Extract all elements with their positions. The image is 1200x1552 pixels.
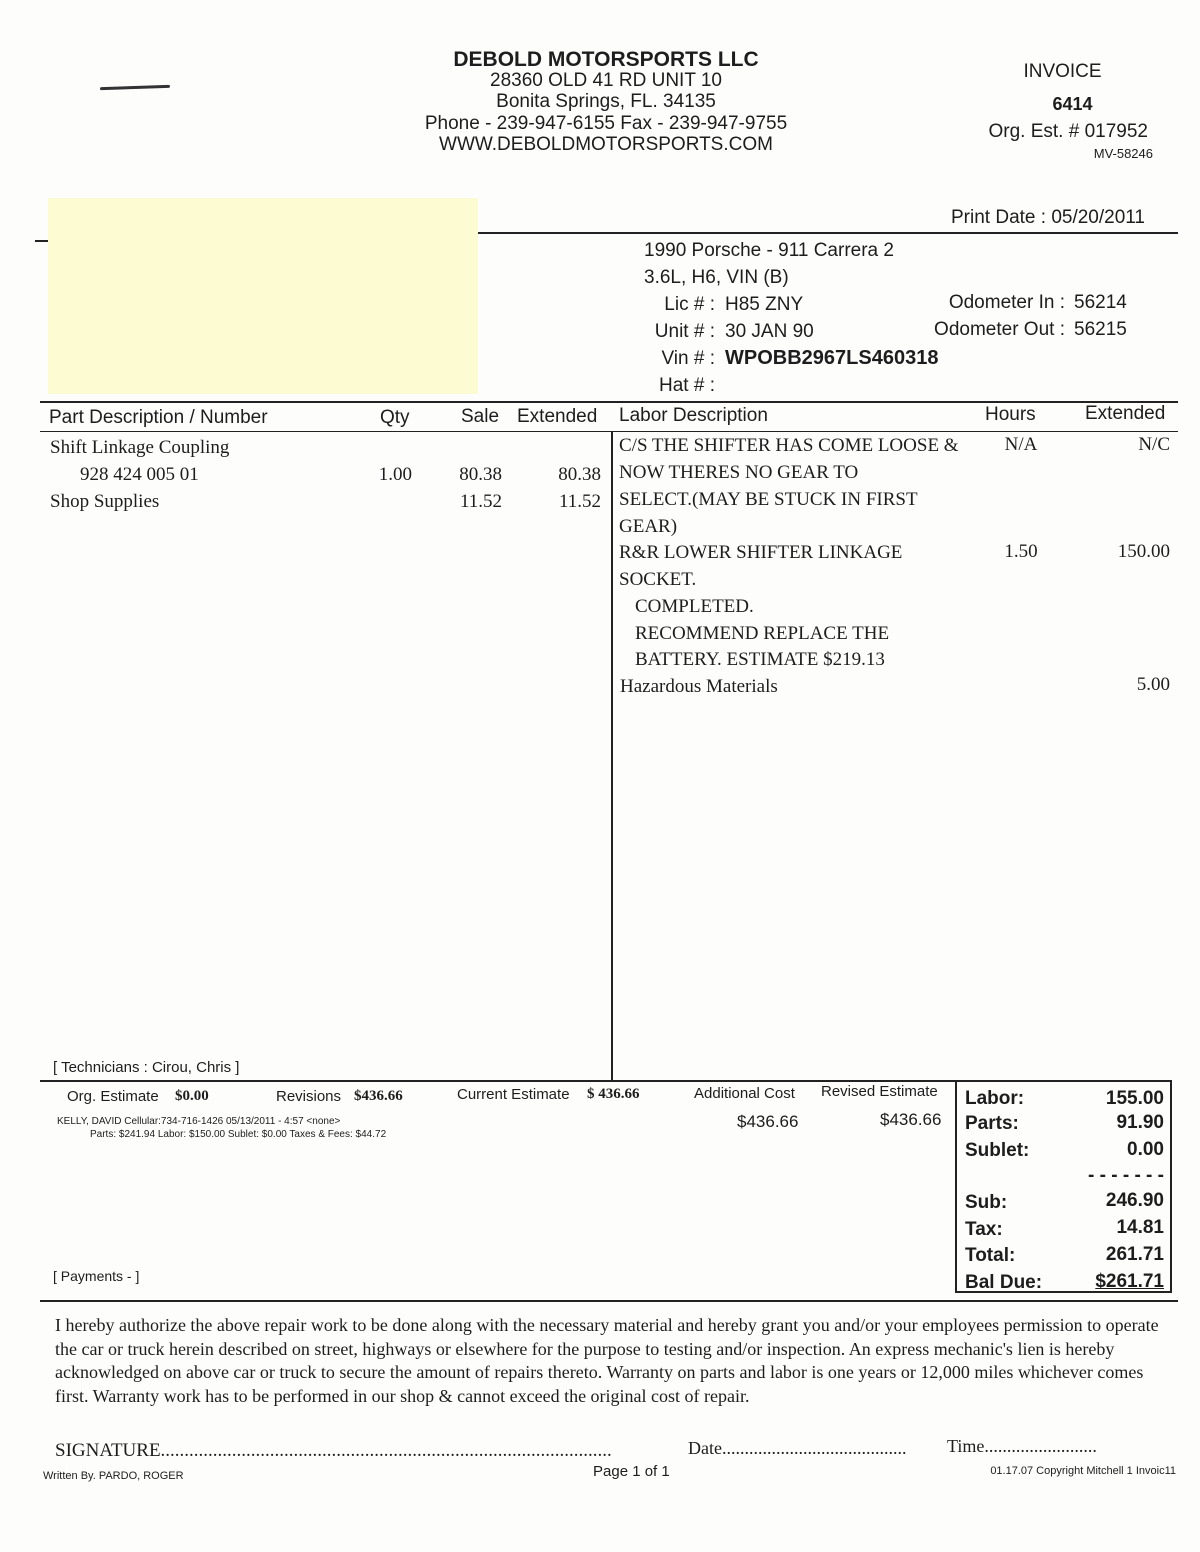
technicians: [ Technicians : Cirou, Chris ] <box>53 1059 240 1076</box>
labor-total-label: Labor: <box>965 1088 1025 1109</box>
redacted-customer-info <box>48 198 478 394</box>
invoice-number: 6414 <box>1052 94 1093 114</box>
part-ext-2: 11.52 <box>558 491 601 512</box>
current-estimate-label: Current Estimate <box>457 1086 570 1103</box>
additional-cost-label: Additional Cost <box>694 1085 795 1102</box>
parts-total-label: Parts: <box>965 1113 1019 1134</box>
part-desc-2: Shop Supplies <box>50 491 160 512</box>
parts-header-desc: Part Description / Number <box>49 407 268 428</box>
sublet-total-label: Sublet: <box>965 1140 1030 1161</box>
grand-total-value: 261.71 <box>1105 1244 1164 1265</box>
sub-total-value: 246.90 <box>1105 1190 1164 1211</box>
grand-total-label: Total: <box>965 1245 1016 1266</box>
written-by: Written By. PARDO, ROGER <box>43 1470 184 1482</box>
labor-ext-4: 150.00 <box>1117 541 1170 562</box>
balance-due-value: $261.71 <box>1095 1271 1164 1292</box>
labor-desc-0: C/S THE SHIFTER HAS COME LOOSE & <box>619 435 959 456</box>
part-ext-1: 80.38 <box>558 464 601 485</box>
company-address-1: 28360 OLD 41 RD UNIT 10 <box>490 70 722 91</box>
payments: [ Payments - ] <box>53 1268 140 1284</box>
date-line: Date......................................... <box>688 1438 907 1458</box>
labor-desc-4: R&R LOWER SHIFTER LINKAGE <box>619 542 903 563</box>
labor-header-desc: Labor Description <box>619 405 768 426</box>
totals-box <box>955 1080 1172 1293</box>
labor-hours-0: N/A <box>1004 434 1038 455</box>
revised-estimate-label: Revised Estimate <box>821 1083 938 1100</box>
revisions-label: Revisions <box>276 1088 342 1105</box>
tax-value: 14.81 <box>1116 1217 1164 1238</box>
invoice-label: INVOICE <box>1023 61 1102 82</box>
parts-header-qty: Qty <box>380 407 410 428</box>
part-desc-0: Shift Linkage Coupling <box>50 437 230 458</box>
company-name: DEBOLD MOTORSPORTS LLC <box>453 48 759 71</box>
sub-total-label: Sub: <box>965 1192 1008 1213</box>
labor-desc-6: COMPLETED. <box>635 596 754 617</box>
lic-label: Lic # : <box>664 294 715 315</box>
labor-ext-0: N/C <box>1138 434 1170 455</box>
copyright: 01.17.07 Copyright Mitchell 1 Invoic11 <box>990 1465 1176 1477</box>
divider-stub <box>35 240 48 242</box>
pen-mark <box>100 85 170 90</box>
mv-number: MV-58246 <box>1093 146 1153 161</box>
unit-value: 30 JAN 90 <box>725 321 814 342</box>
authorization-line-1: KELLY, DAVID Cellular:734-716-1426 05/13/2011 - 4:57 <none> <box>57 1116 341 1127</box>
part-desc-1: 928 424 005 01 <box>80 464 199 485</box>
header-divider <box>478 232 1178 234</box>
odometer-in-value: 56214 <box>1074 292 1127 313</box>
parts-total-value: 91.90 <box>1116 1112 1164 1133</box>
labor-desc-3: GEAR) <box>619 516 678 537</box>
current-estimate-value: $ 436.66 <box>587 1086 640 1102</box>
header-underline <box>40 431 1178 432</box>
labor-desc-9: Hazardous Materials <box>620 676 778 697</box>
odometer-out-label: Odometer Out : <box>934 319 1065 340</box>
org-est-number: Org. Est. # 017952 <box>988 121 1148 142</box>
org-estimate-label: Org. Estimate <box>67 1088 159 1105</box>
hat-label: Hat # : <box>659 375 715 396</box>
page-number: Page 1 of 1 <box>593 1463 670 1480</box>
labor-desc-8: BATTERY. ESTIMATE $219.13 <box>635 649 885 670</box>
time-line: Time......................... <box>947 1436 1097 1456</box>
part-qty-1: 1.00 <box>378 464 412 485</box>
signature-line: SIGNATURE............................................................................................... <box>55 1440 612 1461</box>
tax-label: Tax: <box>965 1219 1003 1240</box>
balance-due-label: Bal Due: <box>965 1272 1043 1293</box>
vehicle-description: 1990 Porsche - 911 Carrera 2 <box>644 240 894 261</box>
labor-ext-9: 5.00 <box>1136 674 1170 695</box>
labor-desc-1: NOW THERES NO GEAR TO <box>619 462 859 483</box>
sublet-total-value: 0.00 <box>1127 1139 1164 1160</box>
revised-estimate-value: $436.66 <box>880 1110 942 1129</box>
company-address-2: Bonita Springs, FL. 34135 <box>496 91 716 112</box>
labor-total-value: 155.00 <box>1105 1088 1164 1109</box>
column-divider <box>611 431 613 1080</box>
totals-separator: - - - - - - - <box>1088 1165 1164 1186</box>
print-date: Print Date : 05/20/2011 <box>951 207 1145 228</box>
vin-label: Vin # : <box>661 348 715 369</box>
table-top-line <box>40 401 1178 403</box>
additional-cost-value: $436.66 <box>737 1112 799 1131</box>
labor-desc-7: RECOMMEND REPLACE THE <box>635 623 890 644</box>
lic-value: H85 ZNY <box>725 294 804 315</box>
authorization-terms: I hereby authorize the above repair work to be done along with the necessary material and hereby grant you and/or your employees permission to operate the car or truck herein described on street, highways or elsewhere for the purpose to testing and/or inspection. An express mechanic's lien is hereby acknowledged on above car or truck to secure the amount of repairs thereto. Warranty on parts and labor is one years or 12,000 miles whichever comes first. Warranty work has to be performed in our shop & cannot exceed the original cost of repair. <box>55 1315 1159 1406</box>
company-website: WWW.DEBOLDMOTORSPORTS.COM <box>439 134 773 155</box>
parts-header-sale: Sale <box>461 406 500 427</box>
vehicle-engine: 3.6L, H6, VIN (B) <box>644 267 789 288</box>
parts-header-extended: Extended <box>517 406 598 427</box>
part-sale-2: 11.52 <box>459 491 502 512</box>
vin-value: WPOBB2967LS460318 <box>725 347 939 369</box>
labor-header-hours: Hours <box>985 404 1036 425</box>
odometer-in-label: Odometer In : <box>948 292 1065 313</box>
revisions-value: $436.66 <box>354 1088 403 1104</box>
org-estimate-value: $0.00 <box>175 1088 209 1104</box>
part-sale-1: 80.38 <box>459 464 502 485</box>
unit-label: Unit # : <box>654 321 715 342</box>
odometer-out-value: 56215 <box>1074 319 1127 340</box>
authorization-line-2: Parts: $241.94 Labor: $150.00 Sublet: $0.00 Taxes & Fees: $44.72 <box>90 1129 387 1140</box>
estimates-top-line <box>40 1080 957 1082</box>
labor-hours-4: 1.50 <box>1004 541 1038 562</box>
labor-desc-5: SOCKET. <box>619 569 697 590</box>
footer-top-line <box>40 1300 1178 1302</box>
labor-header-extended: Extended <box>1085 403 1166 424</box>
company-phone-fax: Phone - 239-947-6155 Fax - 239-947-9755 <box>424 113 788 134</box>
labor-desc-2: SELECT.(MAY BE STUCK IN FIRST <box>619 489 918 510</box>
